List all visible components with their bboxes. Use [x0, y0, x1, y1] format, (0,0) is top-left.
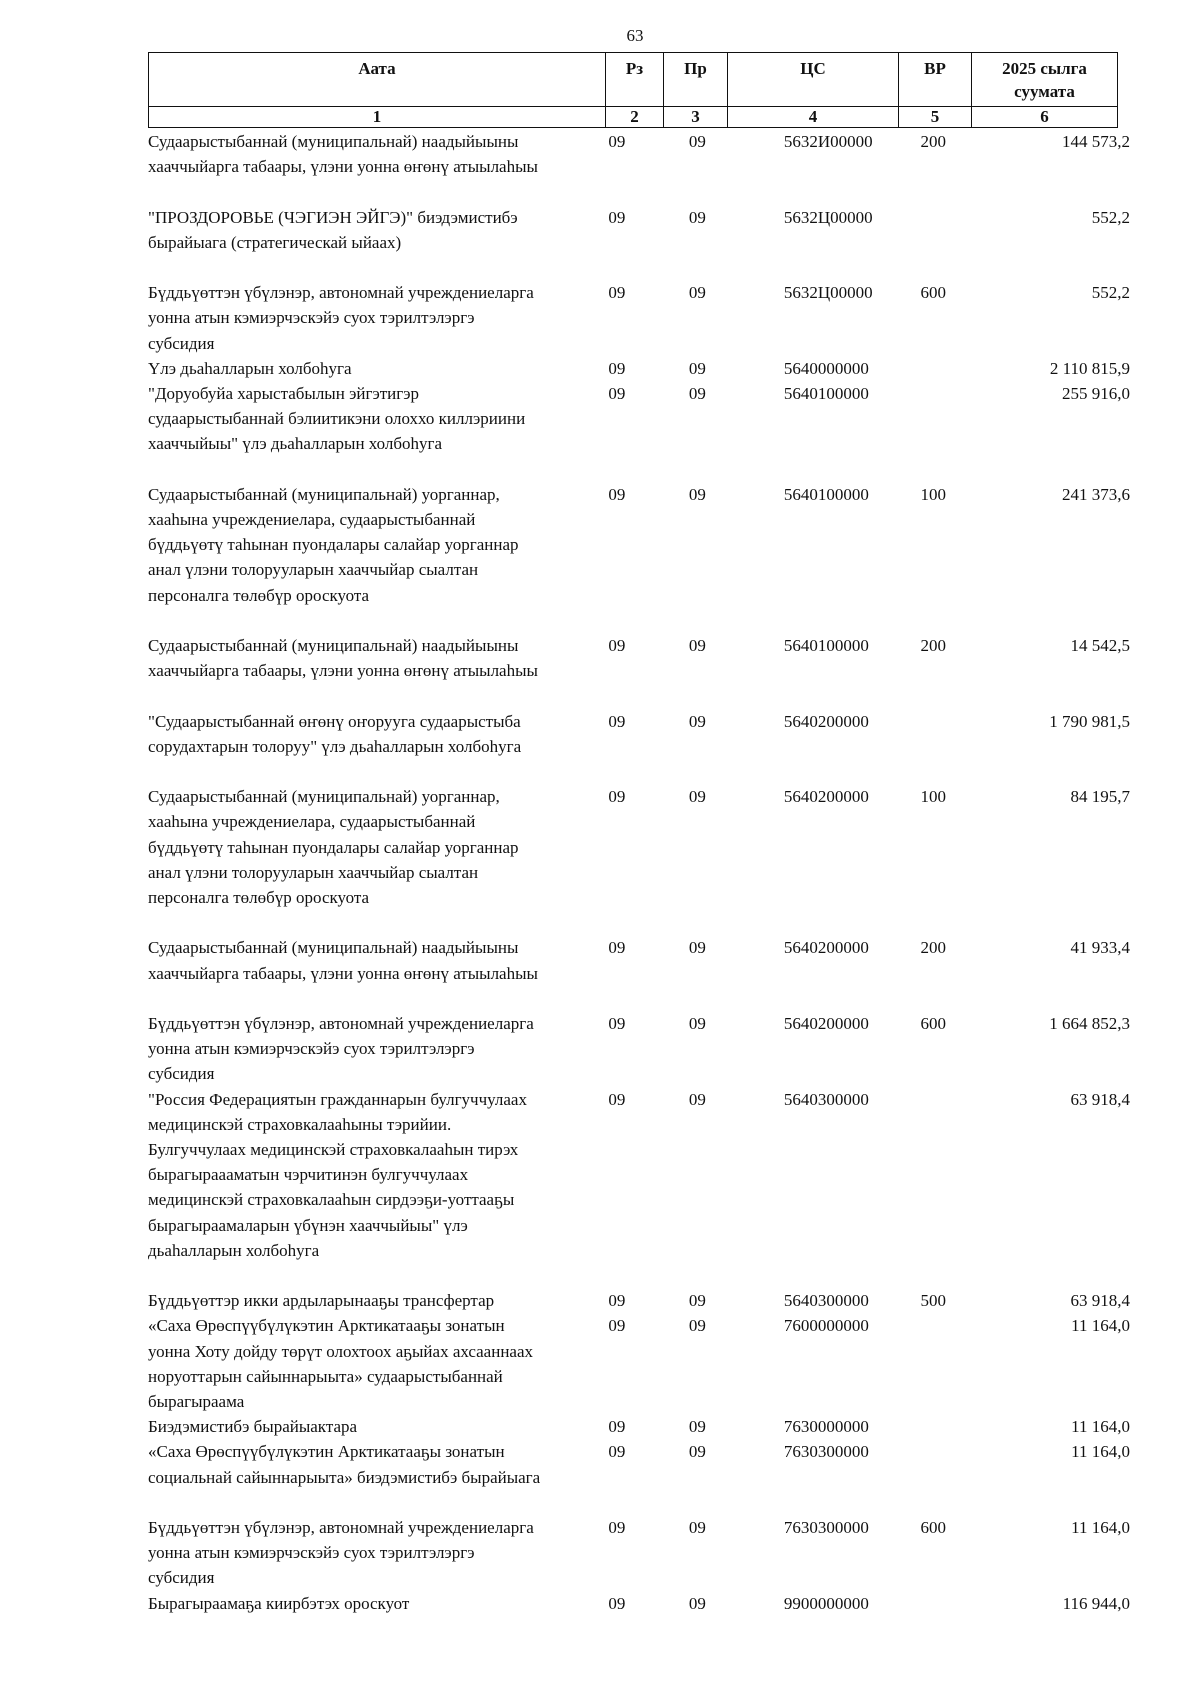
row-name — [148, 1011, 588, 1087]
row-name — [148, 381, 588, 457]
row-vr: 200 — [920, 938, 947, 958]
row-name-line: Бүддьүөттэр икки ардыларынааҕы трансфертар — [148, 1291, 495, 1311]
table-header — [148, 52, 1118, 128]
table-row — [148, 381, 1130, 457]
row-name-line: анал үлэни толорууларын хааччыйар сыалтан — [148, 862, 479, 882]
row-name — [148, 205, 588, 255]
row-pr: 09 — [688, 1013, 706, 1033]
header-number: 3 — [664, 107, 728, 128]
row-name — [148, 482, 588, 608]
row-pr: 09 — [688, 711, 706, 731]
row-name-line: хааһына учреждениелара, судаарыстыбаннай — [148, 510, 476, 529]
row-rz: 09 — [608, 1593, 626, 1613]
header-number: 2 — [606, 107, 664, 128]
header-number: 4 — [728, 107, 899, 128]
row-cs: 5640200000 — [783, 787, 869, 807]
row-name-line: Судаарыстыбаннай (муниципальнай) уорганнар, — [148, 787, 500, 807]
header-rz: Рз — [606, 53, 664, 107]
row-rz: 09 — [608, 283, 626, 303]
row-name-line: Бүддьүөттэн үбүлэнэр, автономнай учреждениеларга — [148, 283, 534, 303]
row-name-line: медицинскэй страховкалааһыны тэрийии. — [148, 1114, 452, 1134]
row-name — [148, 1439, 588, 1489]
row-pr: 09 — [688, 358, 706, 378]
row-vr: 200 — [920, 636, 947, 655]
row-sum: 11 164,0 — [1071, 1417, 1130, 1437]
row-pr: 09 — [688, 1518, 706, 1538]
row-sum: 116 944,0 — [1062, 1593, 1130, 1613]
row-rz: 09 — [608, 384, 626, 403]
row-name-line: уонна атын кэмиэрчэскэйэ суох тэрилтэлэргэ — [148, 1543, 475, 1563]
row-pr: 09 — [688, 938, 706, 958]
header-number: 5 — [899, 107, 972, 128]
row-name-line: уонна атын кэмиэрчэскэйэ суох тэрилтэлэргэ — [148, 308, 475, 328]
row-pr: 09 — [688, 1593, 706, 1613]
table-row — [148, 280, 1130, 356]
row-vr: 100 — [920, 484, 947, 504]
row-pr: 09 — [688, 1291, 706, 1311]
row-cs: 5640200000 — [783, 938, 869, 958]
row-sum: 84 195,7 — [1070, 787, 1130, 807]
row-name — [148, 1288, 588, 1313]
row-rz: 09 — [608, 132, 626, 151]
header-vr: ВР — [899, 53, 972, 107]
header-number: 6 — [972, 107, 1118, 128]
table-row — [148, 1011, 1130, 1087]
row-rz: 09 — [608, 358, 626, 378]
header-pr: Пр — [664, 53, 728, 107]
row-rz: 09 — [608, 636, 626, 655]
row-name-line: Судаарыстыбаннай (муниципальнай) наадыйыыны — [148, 938, 519, 958]
table-row — [148, 1288, 1130, 1313]
row-rz: 09 — [608, 1316, 626, 1336]
row-name-line: Судаарыстыбаннай (муниципальнай) наадыйыыны — [148, 132, 519, 151]
row-name-line: бүддьүөтү таһынан пуондалары салайар уорганнар — [148, 837, 519, 857]
row-sum: 1 790 981,5 — [1049, 711, 1130, 731]
row-name — [148, 356, 588, 381]
row-name-line: бүддьүөтү таһынан пуондалары салайар уорганнар — [148, 535, 519, 555]
row-pr: 09 — [688, 132, 706, 151]
row-cs: 5640100000 — [783, 484, 869, 504]
row-vr: 600 — [920, 1013, 947, 1033]
row-rz: 09 — [608, 1291, 626, 1311]
row-rz: 09 — [608, 207, 626, 227]
row-rz: 09 — [608, 711, 626, 731]
row-cs: 5640300000 — [783, 1291, 869, 1311]
row-name-line: медицинскэй страховкалааһын сирдээҕи-уоттааҕы — [148, 1190, 515, 1210]
table-row — [148, 1414, 1130, 1439]
row-cs: 5632Ц00000 — [783, 283, 873, 303]
row-name-line: персоналга төлөбүр ороскуота — [148, 585, 370, 605]
row-pr: 09 — [688, 787, 706, 807]
table-body — [148, 129, 1130, 1616]
row-name — [148, 1414, 588, 1439]
row-name — [148, 935, 588, 985]
row-name-line: Биэдэмистибэ бырайыактара — [148, 1417, 358, 1437]
row-pr: 09 — [688, 283, 706, 303]
row-name — [148, 633, 588, 683]
row-rz: 09 — [608, 1013, 626, 1033]
row-name-line: уонна Хоту дойду төрүт олохтоох аҕыйах ахсааннаах — [148, 1341, 534, 1361]
row-cs: 7630000000 — [783, 1417, 869, 1437]
row-name-line: Үлэ дьаһалларын холбоһуга — [148, 358, 352, 378]
table-row — [148, 709, 1130, 759]
table-row — [148, 129, 1130, 179]
row-name-line: хааччыйыы" үлэ дьаһалларын холбоһуга — [148, 434, 443, 454]
table-row — [148, 482, 1130, 608]
row-name-line: судаарыстыбаннай бэлиитикэни олоххо киллэриини — [148, 409, 526, 429]
row-cs: 9900000000 — [783, 1593, 869, 1613]
row-sum: 41 933,4 — [1070, 938, 1130, 958]
table-row — [148, 1087, 1130, 1263]
row-name-line: «Саха Өрөспүүбүлүкэтин Арктикатааҕы зонатын — [148, 1442, 505, 1462]
row-name-line: персоналга төлөбүр ороскуота — [148, 888, 370, 907]
row-name-line: "ПРОЗДОРОВЬЕ (ЧЭГИЭН ЭЙГЭ)" биэдэмистибэ — [148, 207, 518, 227]
row-pr: 09 — [688, 1089, 706, 1109]
row-rz: 09 — [608, 484, 626, 504]
row-sum: 552,2 — [1091, 207, 1130, 227]
table-row — [148, 205, 1130, 255]
row-vr: 600 — [920, 1518, 947, 1538]
row-sum: 255 916,0 — [1062, 384, 1130, 403]
table-row — [148, 935, 1130, 985]
row-name-line: субсидия — [148, 1064, 215, 1084]
table-row — [148, 784, 1130, 910]
row-name — [148, 280, 588, 356]
row-vr: 100 — [920, 787, 947, 807]
row-cs: 5632И00000 — [783, 132, 873, 151]
row-pr: 09 — [688, 1417, 706, 1437]
row-name-line: хааччыйарга табаары, үлэни уонна өҥөнү атыылаһыы — [148, 157, 538, 177]
row-name-line: бырагыраааматын чэрчитинэн булгуччулаах — [148, 1165, 469, 1185]
row-name-line: уонна атын кэмиэрчэскэйэ суох тэрилтэлэргэ — [148, 1039, 475, 1059]
row-pr: 09 — [688, 384, 706, 403]
row-pr: 09 — [688, 636, 706, 655]
table-row — [148, 1515, 1130, 1591]
table-row — [148, 1313, 1130, 1414]
row-name-line: Судаарыстыбаннай (муниципальнай) уорганнар, — [148, 484, 500, 504]
row-name — [148, 709, 588, 759]
row-cs: 7630300000 — [783, 1442, 869, 1462]
row-pr: 09 — [688, 1442, 706, 1462]
row-name — [148, 1313, 588, 1414]
row-rz: 09 — [608, 938, 626, 958]
row-name — [148, 129, 588, 179]
table-row — [148, 356, 1130, 381]
row-sum: 1 664 852,3 — [1049, 1013, 1130, 1033]
row-name-line: дьаһалларын холбоһуга — [148, 1240, 320, 1260]
row-rz: 09 — [608, 1518, 626, 1538]
row-name-line: Бүддьүөттэн үбүлэнэр, автономнай учреждениеларга — [148, 1518, 534, 1538]
row-name-line: хааччыйарга табаары, үлэни уонна өҥөнү атыылаһыы — [148, 963, 538, 983]
row-name-line: хааччыйарга табаары, үлэни уонна өҥөнү атыылаһыы — [148, 661, 538, 681]
row-sum: 2 110 815,9 — [1049, 358, 1130, 378]
row-name-line: бырагыраама — [148, 1392, 245, 1412]
row-sum: 11 164,0 — [1071, 1518, 1130, 1538]
row-name — [148, 1591, 588, 1616]
row-cs: 5640100000 — [783, 636, 869, 655]
page-number: 63 — [626, 26, 644, 45]
row-name-line: Бүддьүөттэн үбүлэнэр, автономнай учреждениеларга — [148, 1013, 534, 1033]
row-rz: 09 — [608, 1417, 626, 1437]
row-rz: 09 — [608, 787, 626, 807]
row-cs: 7630300000 — [783, 1518, 869, 1538]
table-row — [148, 1439, 1130, 1489]
row-cs: 5640100000 — [783, 384, 869, 403]
row-vr: 600 — [920, 283, 947, 303]
row-sum: 14 542,5 — [1070, 636, 1130, 655]
row-sum: 63 918,4 — [1070, 1291, 1130, 1311]
row-name-line: норуоттарын сайыннарыыта» судаарыстыбаннай — [148, 1366, 503, 1386]
row-name-line: сорудахтарын толоруу" үлэ дьаһалларын холбоһуга — [148, 736, 522, 756]
row-sum: 552,2 — [1091, 283, 1130, 303]
row-name-line: хааһына учреждениелара, судаарыстыбаннай — [148, 812, 476, 832]
row-sum: 63 918,4 — [1070, 1089, 1130, 1109]
row-vr: 500 — [920, 1291, 947, 1311]
header-number: 1 — [149, 107, 606, 128]
header-sum — [972, 53, 1118, 107]
row-name-line: социальнай сайыннарыыта» биэдэмистибэ бырайыага — [148, 1467, 541, 1487]
row-name — [148, 1515, 588, 1591]
row-name-line: "Россия Федерациятын гражданнарын булгуччулаах — [148, 1089, 527, 1109]
row-vr: 200 — [920, 132, 947, 151]
table-row — [148, 1591, 1130, 1616]
header-name: Аата — [149, 53, 606, 107]
row-cs: 5640300000 — [783, 1089, 869, 1109]
row-rz: 09 — [608, 1089, 626, 1109]
row-name-line: субсидия — [148, 1568, 215, 1588]
row-name-line: "Судаарыстыбаннай өҥөнү оҥорууга судаарыстыба — [148, 711, 521, 731]
row-rz: 09 — [608, 1442, 626, 1462]
row-name-line: Бырагыраамаҕа киирбэтэх ороскуот — [148, 1593, 410, 1613]
header-cs: ЦС — [728, 53, 899, 107]
row-sum: 11 164,0 — [1071, 1442, 1130, 1462]
row-sum: 144 573,2 — [1062, 132, 1130, 151]
table-row — [148, 633, 1130, 683]
row-pr: 09 — [688, 484, 706, 504]
row-name-line: субсидия — [148, 333, 215, 353]
row-cs: 5640200000 — [783, 1013, 869, 1033]
row-sum: 241 373,6 — [1062, 484, 1130, 504]
header-sum-line2: суумата — [1014, 82, 1075, 101]
row-pr: 09 — [688, 1316, 706, 1336]
row-pr: 09 — [688, 207, 706, 227]
row-name-line: Булгуччулаах медицинскэй страховкалааһын тирэх — [148, 1140, 519, 1159]
row-name-line: "Доруобуйа харыстабылын эйгэтигэр — [148, 384, 420, 403]
row-name-line: бырагыраамаларын үбүнэн хааччыйыы" үлэ — [148, 1215, 468, 1235]
row-name-line: Судаарыстыбаннай (муниципальнай) наадыйыыны — [148, 636, 519, 655]
row-cs: 5640000000 — [783, 358, 869, 378]
header-sum-line1: 2025 сылга — [1002, 59, 1087, 78]
row-cs: 5640200000 — [783, 711, 869, 731]
row-name-line: бырайыага (стратегическай ыйаах) — [148, 232, 402, 252]
row-cs: 7600000000 — [783, 1316, 869, 1336]
row-name — [148, 784, 588, 910]
row-sum: 11 164,0 — [1071, 1316, 1130, 1336]
row-name-line: анал үлэни толорууларын хааччыйар сыалтан — [148, 560, 479, 580]
row-name — [148, 1087, 588, 1263]
row-cs: 5632Ц00000 — [783, 207, 873, 227]
row-name-line: «Саха Өрөспүүбүлүкэтин Арктикатааҕы зонатын — [148, 1316, 505, 1336]
